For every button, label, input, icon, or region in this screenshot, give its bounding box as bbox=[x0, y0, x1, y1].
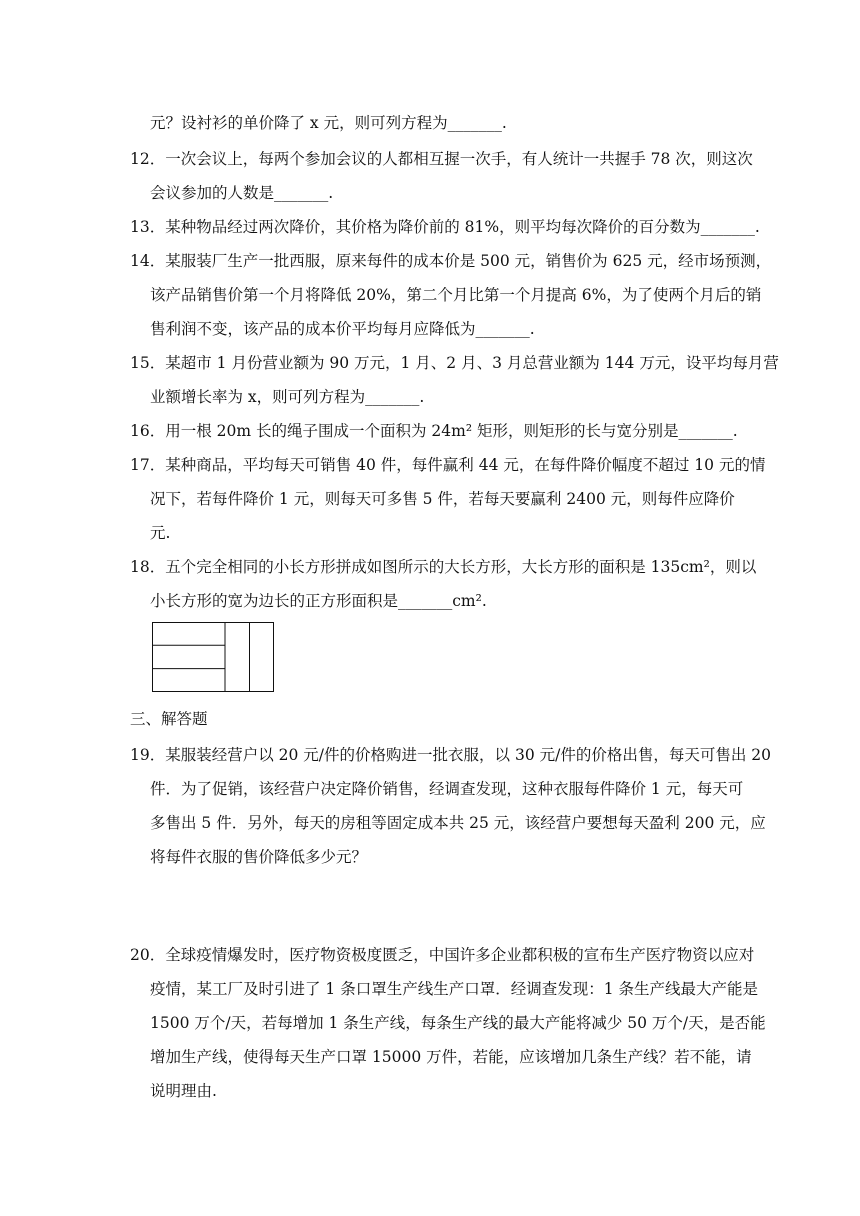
q14-line-1: 14．某服装厂生产一批西服，原来每件的成本价是 500 元，销售价为 625 元，经市场预测， bbox=[130, 252, 772, 270]
q11-continuation: 元？设衬衫的单价降了 x 元，则可列方程为_______. bbox=[150, 114, 507, 132]
q17-line-2: 况下，若每件降价 1 元，则每天可多售 5 件，若每天要赢利 2400 元，则每件应降价 bbox=[150, 490, 735, 508]
q12-line-1: 12．一次会议上，每两个参加会议的人都相互握一次手，有人统计一共握手 78 次，则这次 bbox=[130, 150, 753, 168]
q17-line-1: 17．某种商品，平均每天可销售 40 件，每件赢利 44 元，在每件降价幅度不超过 10 元的情 bbox=[130, 456, 766, 474]
q20-line-3: 1500 万个/天，若每增加 1 条生产线，每条生产线的最大产能将减少 50 万个/天，是否能 bbox=[150, 1014, 766, 1032]
q13-line-1: 13．某种物品经过两次降价，其价格为降价前的 81%，则平均每次降价的百分数为_______. bbox=[130, 218, 760, 236]
q20-line-4: 增加生产线，使得每天生产口罩 15000 万件，若能，应该增加几条生产线？若不能，请 bbox=[150, 1048, 752, 1066]
q20-line-5: 说明理由. bbox=[150, 1082, 217, 1100]
q15-line-2: 业额增长率为 x，则可列方程为_______. bbox=[150, 388, 425, 406]
rectangle-figure bbox=[152, 622, 274, 692]
q18-line-1: 18．五个完全相同的小长方形拼成如图所示的大长方形，大长方形的面积是 135cm²，则以 bbox=[130, 558, 757, 576]
outer-rectangle bbox=[153, 623, 274, 692]
q15-line-1: 15．某超市 1 月份营业额为 90 万元，1 月、2 月、3 月总营业额为 144 万元，设平均每月营 bbox=[130, 354, 779, 372]
q19-line-2: 件．为了促销，该经营户决定降价销售，经调查发现，这种衣服每件降价 1 元，每天可 bbox=[150, 780, 744, 798]
q18-line-2: 小长方形的宽为边长的正方形面积是_______cm². bbox=[150, 592, 487, 610]
q19-line-3: 多售出 5 件．另外，每天的房租等固定成本共 25 元，该经营户要想每天盈利 200 元，应 bbox=[150, 814, 766, 832]
q20-line-1: 20．全球疫情爆发时，医疗物资极度匮乏，中国许多企业都积极的宣布生产医疗物资以应对 bbox=[130, 946, 755, 964]
q19-line-1: 19．某服装经营户以 20 元/件的价格购进一批衣服，以 30 元/件的价格出售，每天可售出 20 bbox=[130, 746, 771, 764]
q14-line-3: 售利润不变，该产品的成本价平均每月应降低为_______. bbox=[150, 320, 535, 338]
q14-line-2: 该产品销售价第一个月将降低 20%，第二个月比第一个月提高 6%，为了使两个月后的销 bbox=[150, 286, 762, 304]
q20-line-2: 疫情，某工厂及时引进了 1 条口罩生产线生产口罩．经调查发现：1 条生产线最大产能是 bbox=[150, 980, 759, 998]
section-heading: 三、解答题 bbox=[130, 710, 208, 728]
q19-line-4: 将每件衣服的售价降低多少元？ bbox=[150, 848, 368, 866]
q17-line-3: 元. bbox=[150, 524, 171, 542]
q12-line-2: 会议参加的人数是_______. bbox=[150, 184, 334, 202]
q16-line-1: 16．用一根 20m 长的绳子围成一个面积为 24m² 矩形，则矩形的长与宽分别是_______. bbox=[130, 422, 738, 440]
